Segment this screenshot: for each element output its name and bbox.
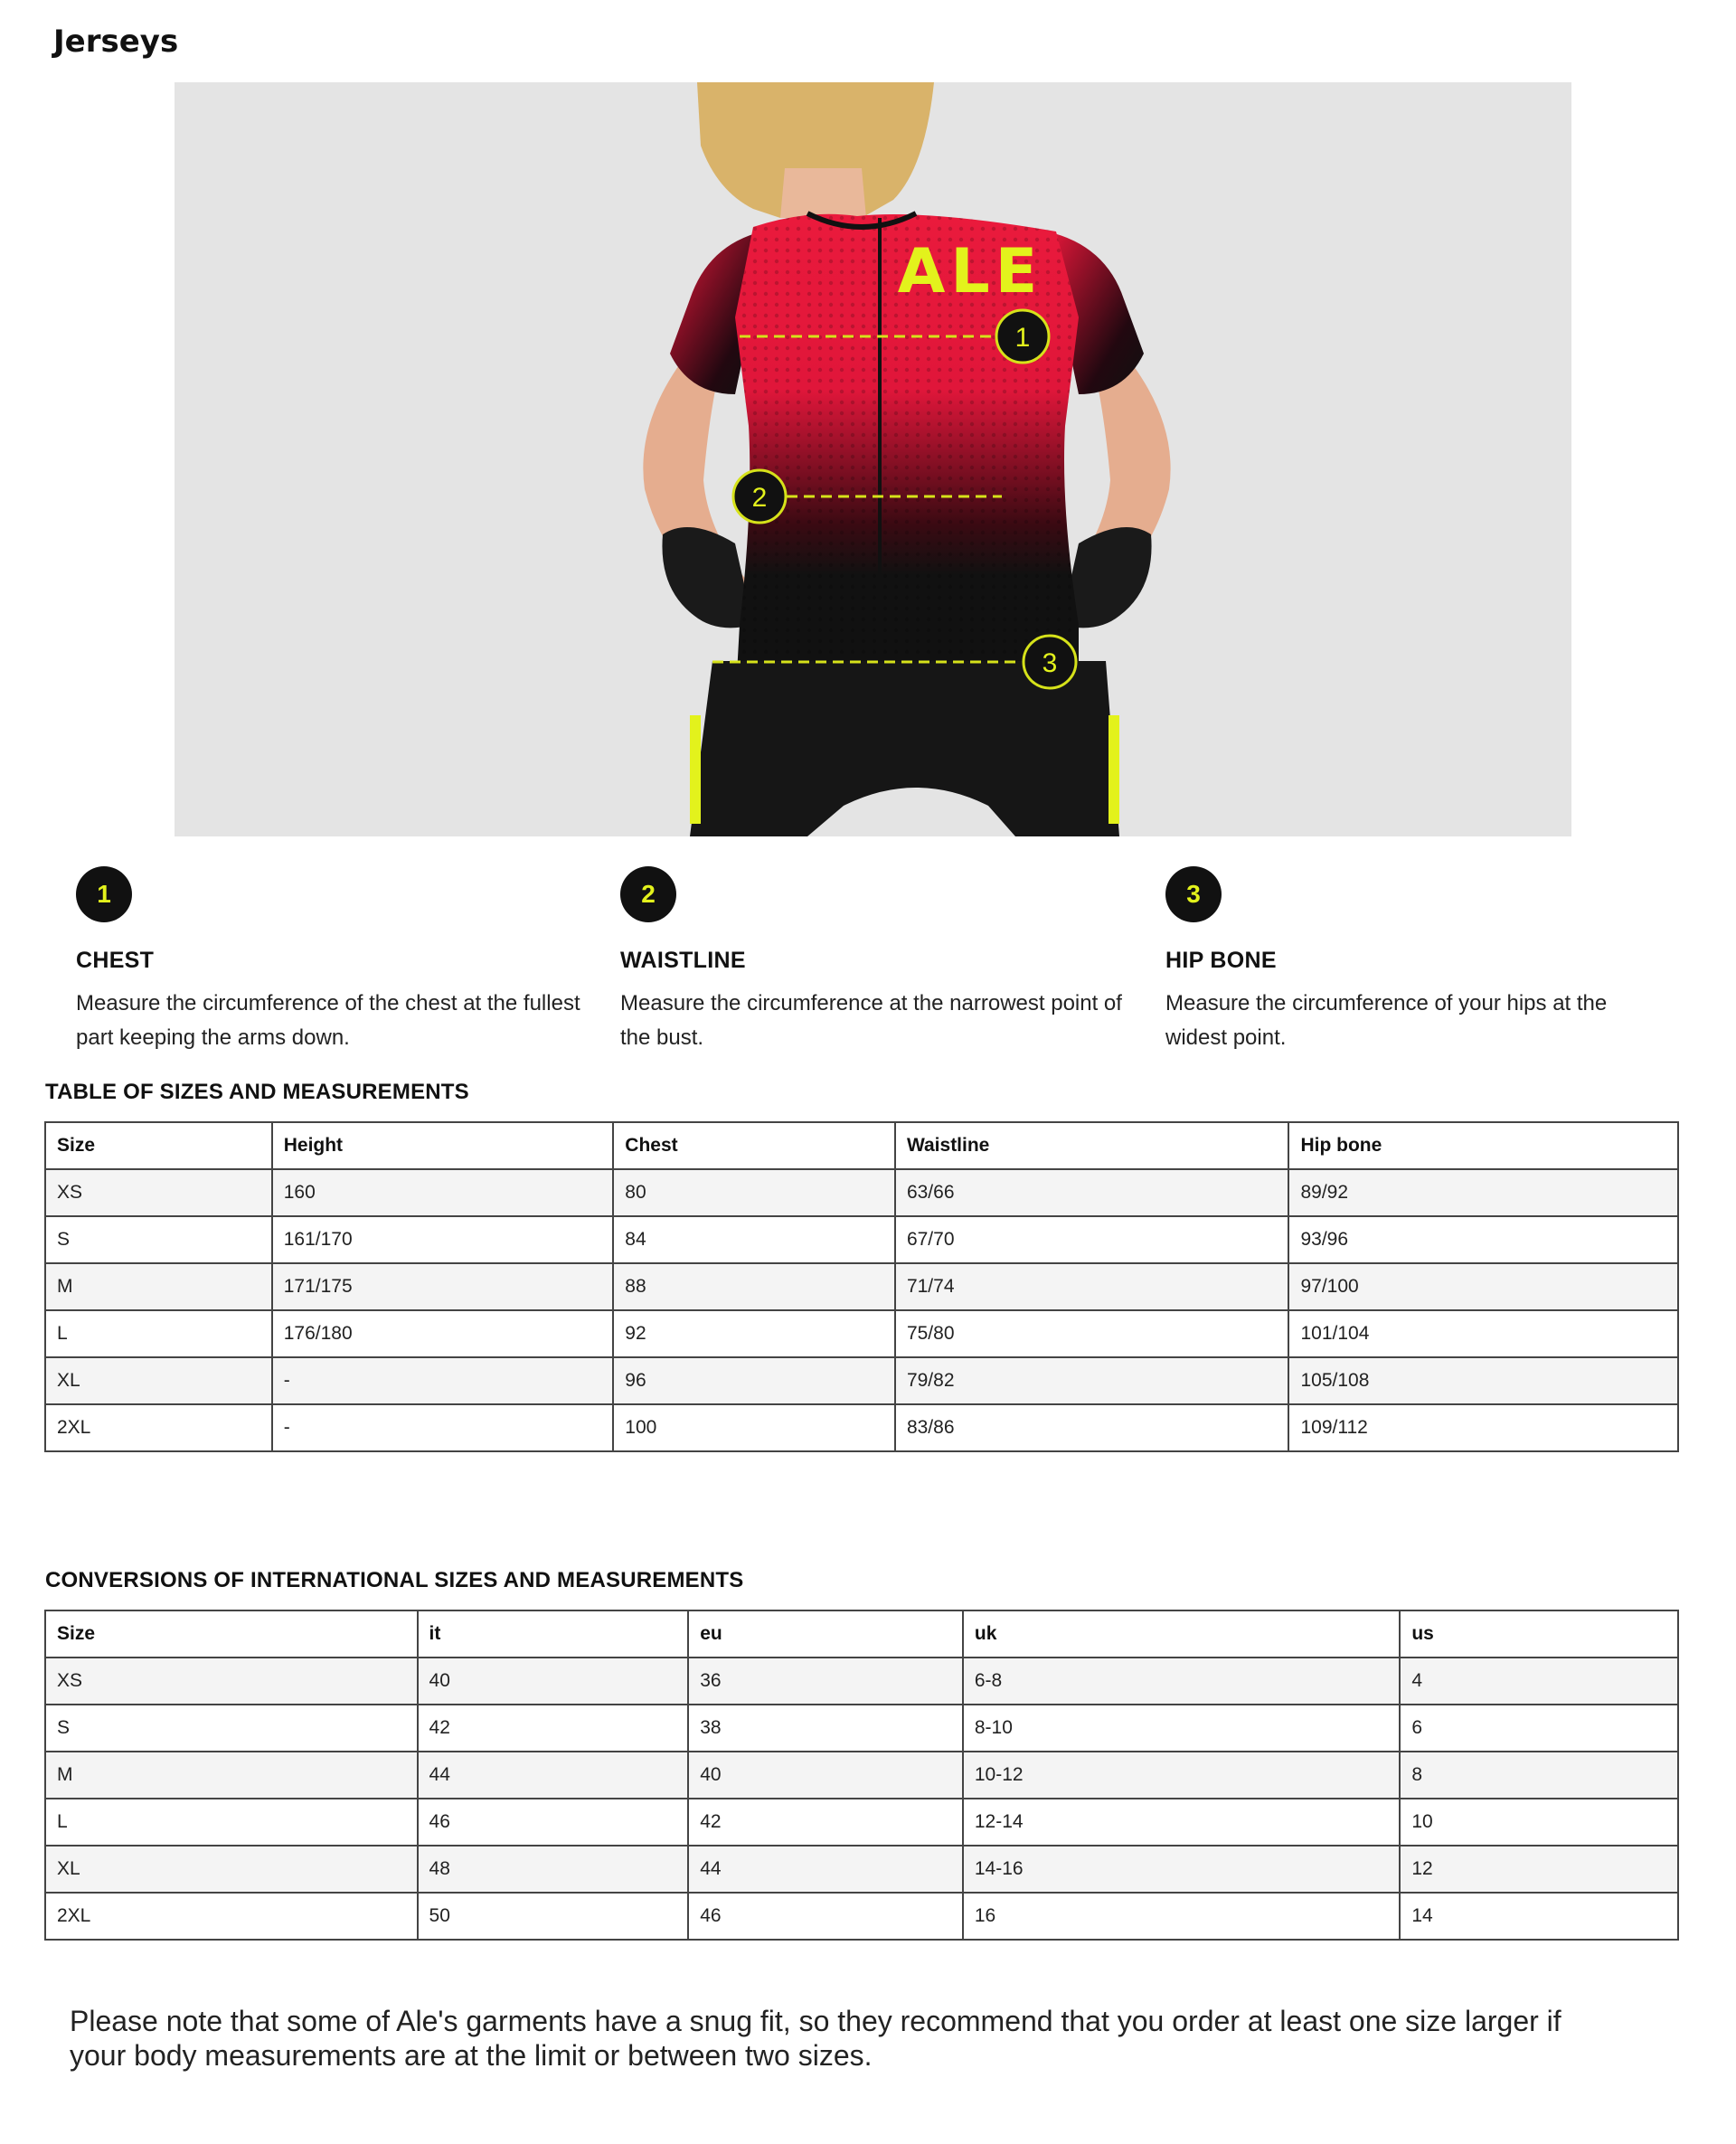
table-cell: 38 xyxy=(688,1705,963,1752)
table-cell: 14-16 xyxy=(963,1846,1400,1893)
guide-title: HIP BONE xyxy=(1165,948,1277,973)
marker-1 xyxy=(996,310,1049,363)
table-cell: - xyxy=(272,1357,614,1404)
table-cell: 46 xyxy=(688,1893,963,1940)
table-cell: 10-12 xyxy=(963,1752,1400,1799)
table-cell: 16 xyxy=(963,1893,1400,1940)
measurement-guide xyxy=(0,866,1736,1065)
table-cell: 93/96 xyxy=(1288,1216,1678,1263)
page-title: Jerseys xyxy=(53,24,179,60)
table-cell: M xyxy=(45,1752,418,1799)
table-cell: 63/66 xyxy=(895,1169,1289,1216)
step-number-badge: 1 xyxy=(76,866,132,922)
marker-2 xyxy=(733,470,786,523)
column-header: Hip bone xyxy=(1288,1122,1678,1169)
column-header: uk xyxy=(963,1610,1400,1658)
table-cell: 67/70 xyxy=(895,1216,1289,1263)
table-cell: - xyxy=(272,1404,614,1451)
brand-logo: ALE xyxy=(897,236,1043,307)
table-cell: 48 xyxy=(418,1846,689,1893)
table-cell: 10 xyxy=(1400,1799,1678,1846)
table-row xyxy=(45,1404,1678,1451)
table-cell: 6 xyxy=(1400,1705,1678,1752)
sizes-table xyxy=(44,1121,1679,1452)
column-header: us xyxy=(1400,1610,1678,1658)
step-number-badge: 2 xyxy=(620,866,676,922)
table-cell: 92 xyxy=(613,1310,895,1357)
table-cell: 80 xyxy=(613,1169,895,1216)
table-header-row xyxy=(45,1610,1678,1658)
table-cell: 44 xyxy=(418,1752,689,1799)
column-header: eu xyxy=(688,1610,963,1658)
table-cell: 42 xyxy=(418,1705,689,1752)
table-cell: L xyxy=(45,1310,272,1357)
table-cell: 161/170 xyxy=(272,1216,614,1263)
table-cell: 36 xyxy=(688,1658,963,1705)
column-header: Size xyxy=(45,1610,418,1658)
table-cell: 46 xyxy=(418,1799,689,1846)
table-cell: XS xyxy=(45,1169,272,1216)
table-cell: 171/175 xyxy=(272,1263,614,1310)
table-cell: 14 xyxy=(1400,1893,1678,1940)
table-cell: 83/86 xyxy=(895,1404,1289,1451)
table-cell: 84 xyxy=(613,1216,895,1263)
table-cell: XL xyxy=(45,1357,272,1404)
table-row xyxy=(45,1310,1678,1357)
table-cell: 12-14 xyxy=(963,1799,1400,1846)
table-cell: 105/108 xyxy=(1288,1357,1678,1404)
table-cell: L xyxy=(45,1799,418,1846)
table-cell: 75/80 xyxy=(895,1310,1289,1357)
conversion-table-heading: CONVERSIONS OF INTERNATIONAL SIZES AND MEASUREMENTS xyxy=(45,1568,744,1592)
guide-description: Measure the circumference at the narrowest point of the bust. xyxy=(620,991,1122,1050)
guide-hip-bone xyxy=(1165,866,1672,1055)
table-row xyxy=(45,1752,1678,1799)
guide-chest xyxy=(76,866,582,1055)
column-header: Size xyxy=(45,1122,272,1169)
sizes-table-heading: TABLE OF SIZES AND MEASUREMENTS xyxy=(45,1080,469,1104)
table-cell: 160 xyxy=(272,1169,614,1216)
svg-text:1: 1 xyxy=(1014,323,1031,353)
guide-title: WAISTLINE xyxy=(620,948,746,973)
table-row xyxy=(45,1169,1678,1216)
table-row xyxy=(45,1705,1678,1752)
table-cell: 8-10 xyxy=(963,1705,1400,1752)
guide-description: Measure the circumference of the chest at the fullest part keeping the arms down. xyxy=(76,991,580,1050)
conversion-table xyxy=(44,1610,1679,1941)
table-cell: 88 xyxy=(613,1263,895,1310)
table-row xyxy=(45,1357,1678,1404)
table-cell: 50 xyxy=(418,1893,689,1940)
table-cell: 79/82 xyxy=(895,1357,1289,1404)
table-cell: S xyxy=(45,1216,272,1263)
column-header: Chest xyxy=(613,1122,895,1169)
table-cell: 2XL xyxy=(45,1404,272,1451)
svg-text:2: 2 xyxy=(751,483,768,513)
table-cell: 40 xyxy=(418,1658,689,1705)
table-cell: 96 xyxy=(613,1357,895,1404)
guide-description: Measure the circumference of your hips at the widest point. xyxy=(1165,991,1608,1050)
svg-text:3: 3 xyxy=(1042,648,1058,678)
table-cell: 71/74 xyxy=(895,1263,1289,1310)
table-cell: 44 xyxy=(688,1846,963,1893)
marker-3 xyxy=(1024,636,1076,688)
table-cell: 101/104 xyxy=(1288,1310,1678,1357)
table-cell: 8 xyxy=(1400,1752,1678,1799)
table-row xyxy=(45,1263,1678,1310)
column-header: it xyxy=(418,1610,689,1658)
table-cell: 89/92 xyxy=(1288,1169,1678,1216)
table-cell: 4 xyxy=(1400,1658,1678,1705)
guide-waistline xyxy=(620,866,1127,1055)
table-cell: 97/100 xyxy=(1288,1263,1678,1310)
table-cell: 2XL xyxy=(45,1893,418,1940)
table-row xyxy=(45,1658,1678,1705)
table-cell: S xyxy=(45,1705,418,1752)
table-cell: XS xyxy=(45,1658,418,1705)
table-row xyxy=(45,1846,1678,1893)
table-cell: 12 xyxy=(1400,1846,1678,1893)
table-cell: M xyxy=(45,1263,272,1310)
table-cell: XL xyxy=(45,1846,418,1893)
table-cell: 176/180 xyxy=(272,1310,614,1357)
table-cell: 42 xyxy=(688,1799,963,1846)
table-row xyxy=(45,1799,1678,1846)
table-row xyxy=(45,1893,1678,1940)
jersey-measurement-image xyxy=(175,82,1571,836)
column-header: Height xyxy=(272,1122,614,1169)
guide-title: CHEST xyxy=(76,948,155,973)
fit-note: Please note that some of Ale's garments have a snug fit, so they recommend that you order at least one size larger if your body measurements are at the limit or between two sizes. xyxy=(70,2005,1561,2072)
table-header-row xyxy=(45,1122,1678,1169)
table-cell: 40 xyxy=(688,1752,963,1799)
table-cell: 100 xyxy=(613,1404,895,1451)
column-header: Waistline xyxy=(895,1122,1289,1169)
table-cell: 109/112 xyxy=(1288,1404,1678,1451)
step-number-badge: 3 xyxy=(1165,866,1222,922)
table-row xyxy=(45,1216,1678,1263)
table-cell: 6-8 xyxy=(963,1658,1400,1705)
